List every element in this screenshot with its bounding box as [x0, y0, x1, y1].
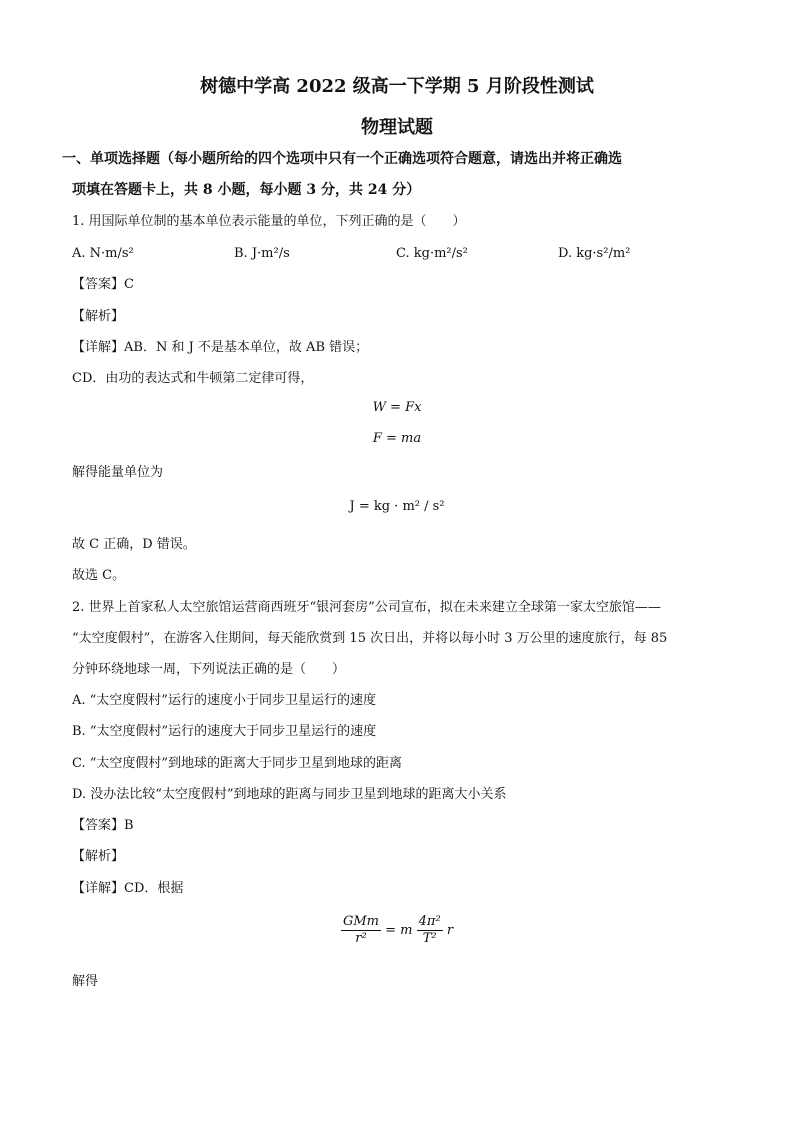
q2-analysis-label: 【解析】 — [72, 849, 125, 864]
q1-detail-2: CD．由功的表达式和牛顿第二定律可得， — [72, 371, 314, 386]
q2-stem-line3: 分钟环绕地球一周，下列说法正确的是（ ） — [72, 662, 346, 677]
q1-option-b: B. J·m²/s — [234, 246, 290, 261]
document-subtitle: 物理试题 — [361, 117, 433, 138]
q2-eq-left-numerator: GMm — [342, 914, 379, 929]
q2-option-d: D. 没办法比较“太空度假村”到地球的距离与同步卫星到地球的距离大小关系 — [72, 787, 507, 802]
q2-option-c: C. “太空度假村”到地球的距离大于同步卫星到地球的距离 — [72, 756, 403, 771]
q1-analysis-label: 【解析】 — [72, 309, 125, 324]
q2-option-b: B. “太空度假村”运行的速度大于同步卫星运行的速度 — [72, 724, 377, 739]
q2-eq-middle: = m — [385, 923, 413, 938]
q2-answer: 【答案】B — [72, 818, 134, 833]
document-title: 树德中学高 2022 级高一下学期 5 月阶段性测试 — [200, 76, 594, 97]
q1-option-c: C. kg·m²/s² — [396, 246, 468, 261]
q2-eq-right-denominator: T² — [422, 931, 437, 946]
q1-stem: 1. 用国际单位制的基本单位表示能量的单位，下列正确的是（ ） — [72, 214, 466, 229]
q2-stem-line2: “太空度假村”，在游客入住期间，每天能欣赏到 15 次日出，并将以每小时 3 万公里的速度旅行，每 85 — [72, 631, 668, 646]
q2-stem-line1: 2. 世界上首家私人太空旅馆运营商西班牙“银河套房”公司宣布，拟在未来建立全球第一家太空旅馆—— — [72, 600, 661, 615]
q2-detail-1: 【详解】CD．根据 — [72, 881, 184, 896]
q1-equation-1: W = Fx — [372, 400, 422, 415]
q1-answer: 【答案】C — [72, 277, 134, 292]
q1-detail-5: 故选 C。 — [72, 568, 126, 583]
q1-equation-3: J = kg · m² / s² — [349, 499, 445, 514]
q1-detail-4: 故 C 正确，D 错误。 — [72, 537, 196, 552]
section-heading-line2: 项填在答题卡上，共 8 小题，每小题 3 分，共 24 分） — [72, 182, 421, 198]
q1-option-d: D. kg·s²/m² — [558, 246, 631, 261]
q1-equation-2: F = ma — [372, 431, 422, 446]
q1-option-a: A. N·m/s² — [72, 246, 134, 261]
q1-detail-3: 解得能量单位为 — [72, 465, 164, 480]
q2-eq-left-denominator: r² — [355, 931, 367, 946]
q2-eq-tail: r — [446, 923, 454, 938]
q2-eq-fraction-left — [341, 914, 381, 947]
q2-gravitation-equation — [0, 914, 794, 947]
q2-eq-fraction-right — [417, 914, 443, 947]
q2-eq-right-numerator: 4π² — [418, 914, 441, 929]
q2-option-a: A. “太空度假村”运行的速度小于同步卫星运行的速度 — [72, 693, 376, 708]
section-heading-line1: 一、单项选择题（每小题所给的四个选项中只有一个正确选项符合题意，请选出并将正确选 — [62, 151, 622, 167]
q2-detail-2: 解得 — [72, 974, 99, 989]
q1-detail-1: 【详解】AB．N 和 J 不是基本单位，故 AB 错误； — [72, 340, 369, 355]
